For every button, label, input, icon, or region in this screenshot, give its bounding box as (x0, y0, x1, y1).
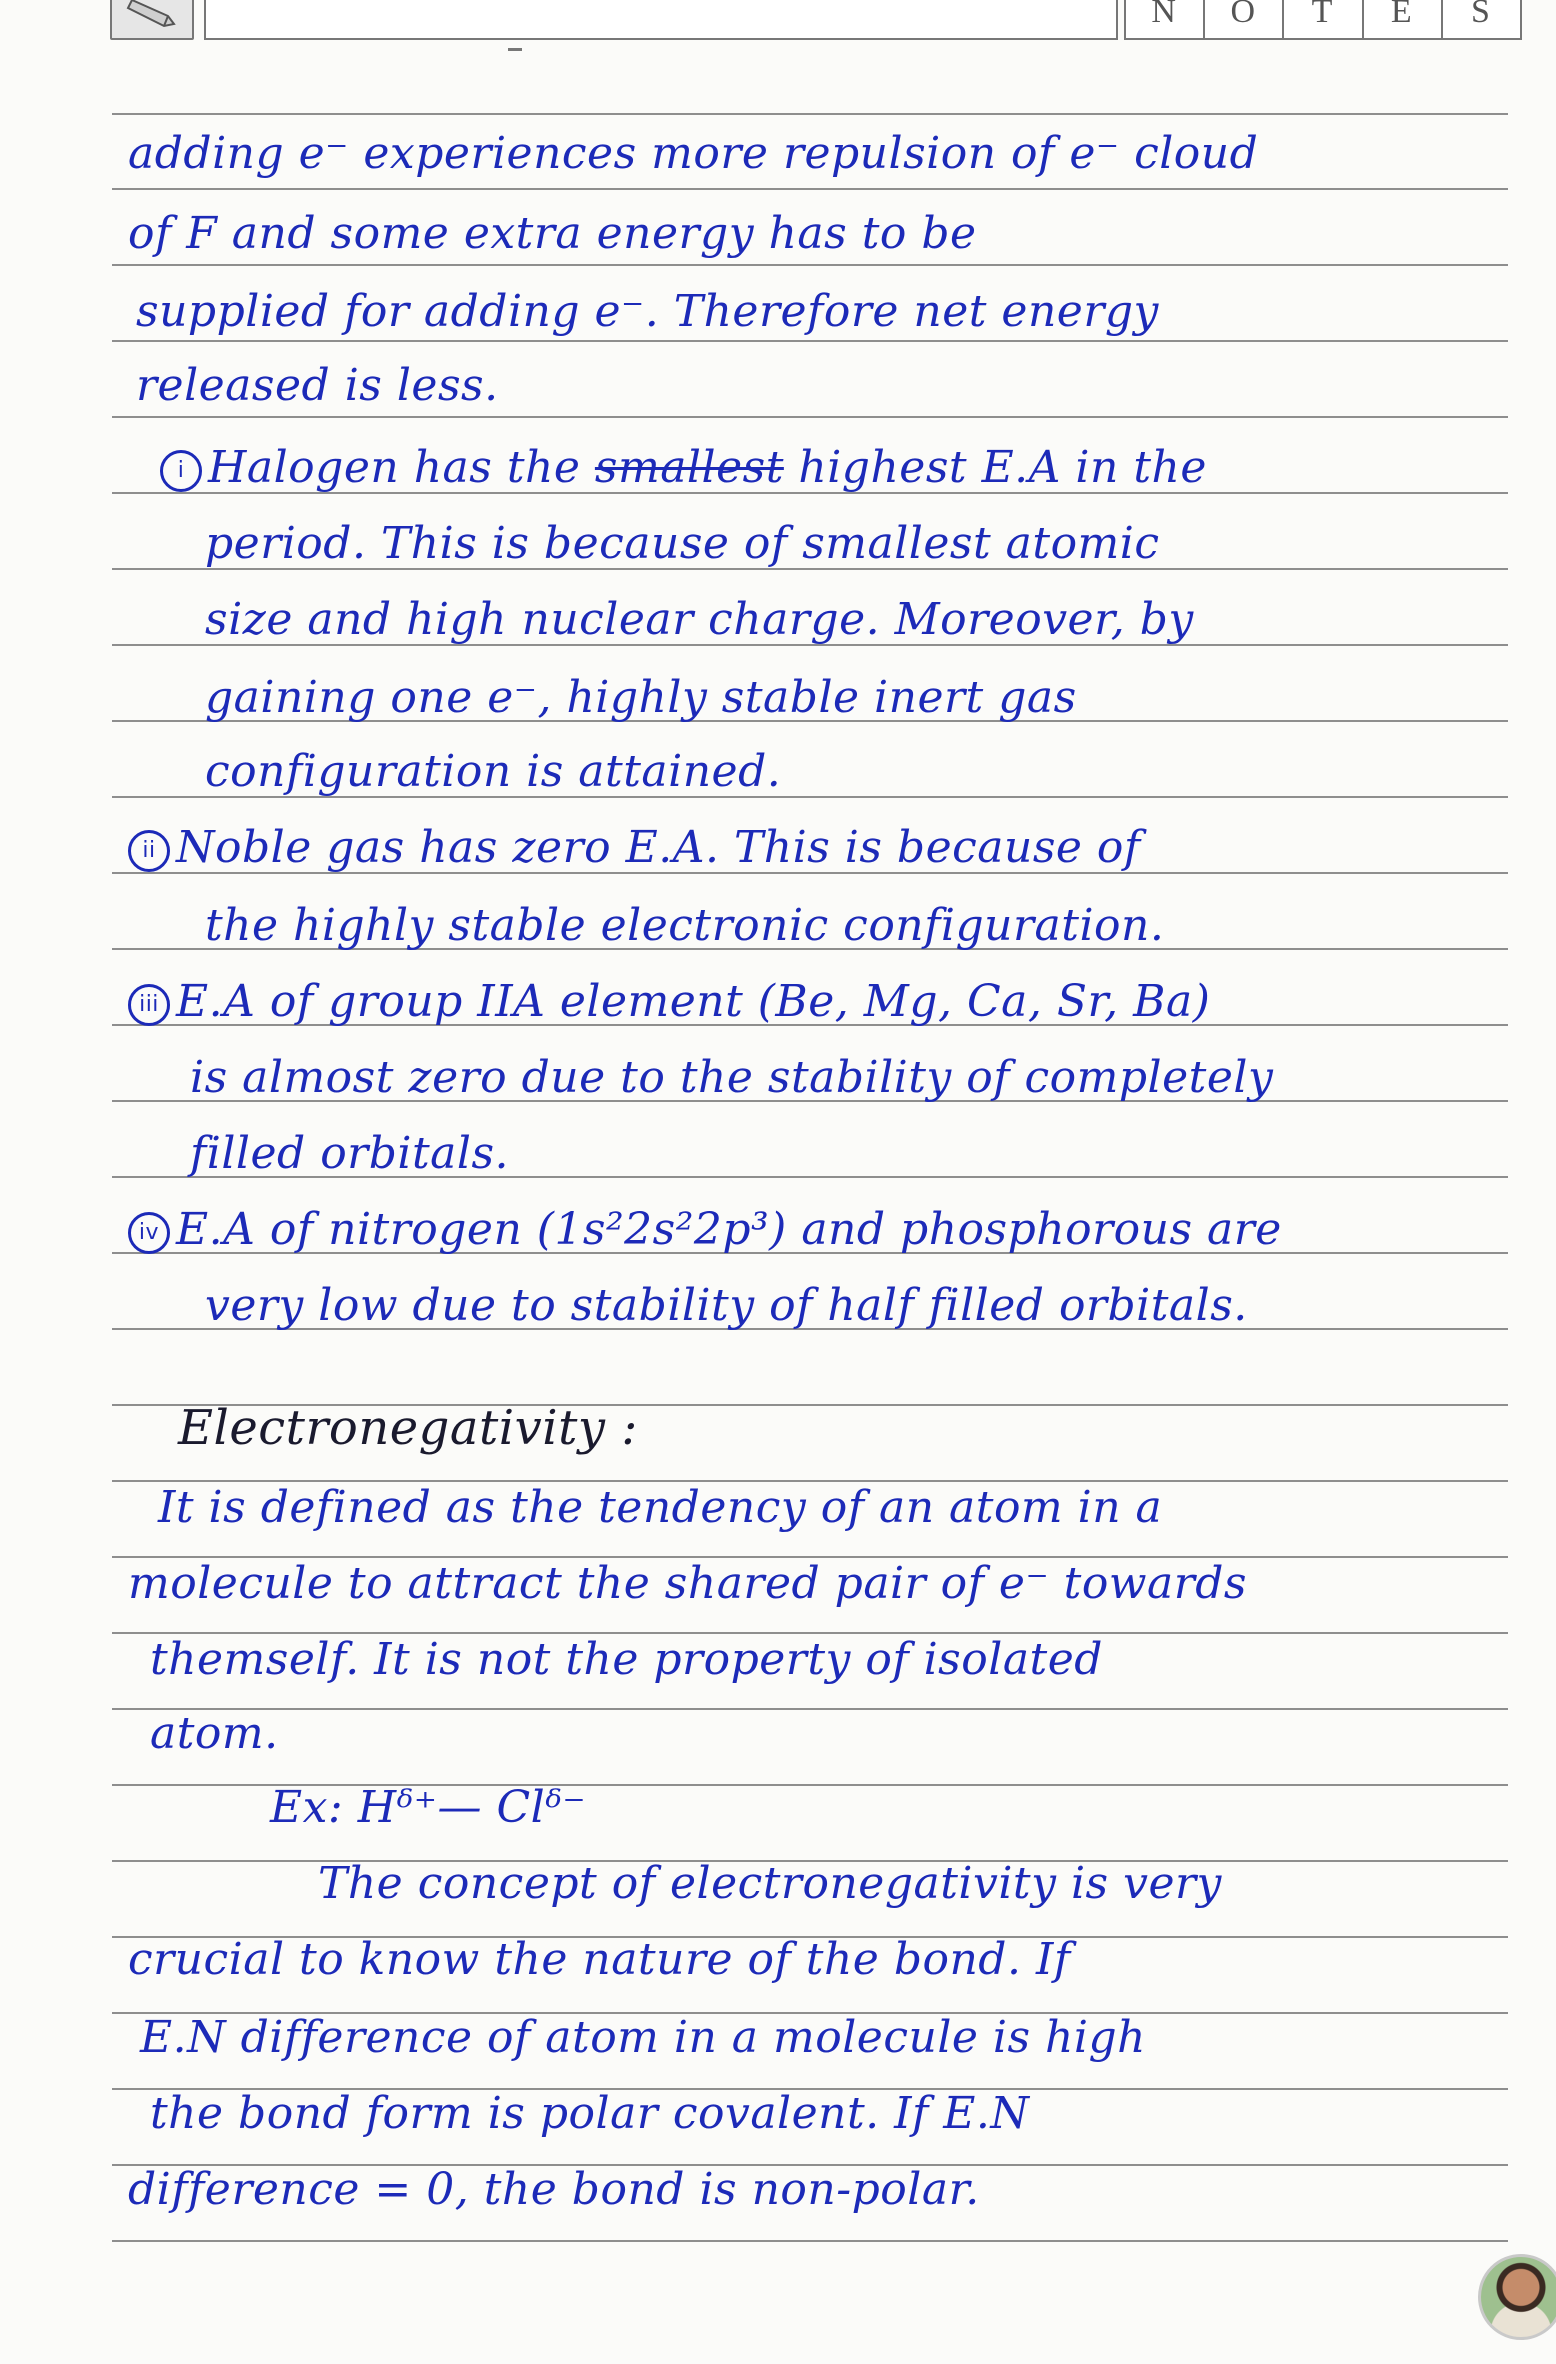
author-avatar (1478, 2254, 1556, 2340)
brand-letter: S (1441, 0, 1520, 38)
note-line (150, 1632, 1103, 1688)
line-text: of F and some extra energy has to be (128, 208, 977, 259)
note-line (270, 1780, 586, 1836)
line-text: molecule to attract the shared pair of e⁻ towards (128, 1558, 1247, 1609)
ruled-line (112, 340, 1508, 342)
note-line (128, 1932, 1071, 1988)
note-line (205, 592, 1194, 648)
point-number: i (160, 450, 202, 492)
notebook-header (0, 0, 1556, 60)
ruled-line (112, 1708, 1508, 1710)
line-text: E.A of nitrogen (1s²2s²2p³) and phosphorous are (176, 1204, 1282, 1255)
brand-letter: E (1362, 0, 1441, 38)
struck-word: smallest (594, 442, 784, 493)
notes-brand (1124, 0, 1522, 40)
note-line (205, 744, 781, 800)
line-text: Electronegativity : (178, 1400, 638, 1456)
note-line (190, 1126, 509, 1182)
line-text: Noble gas has zero E.A. This is because of (176, 822, 1141, 873)
note-line (136, 284, 1159, 340)
line-text: crucial to know the nature of the bond. If (128, 1934, 1071, 1985)
note-line (128, 1202, 1282, 1258)
line-text: supplied for adding e⁻. Therefore net energy (136, 286, 1159, 337)
note-line (140, 2010, 1146, 2066)
note-line (205, 670, 1077, 726)
note-line (128, 2162, 980, 2218)
note-line (128, 1556, 1247, 1612)
line-text: E.N difference of atom in a molecule is high (140, 2012, 1146, 2063)
brand-letter: T (1282, 0, 1361, 38)
line-text: themself. It is not the property of isolated (150, 1634, 1103, 1685)
line-text: released is less. (136, 360, 499, 411)
line-text: atom. (150, 1708, 279, 1759)
note-line (128, 820, 1141, 876)
line-text: size and high nuclear charge. Moreover, by (205, 594, 1194, 645)
note-line (150, 2086, 1029, 2142)
note-line (128, 126, 1258, 182)
title-box (204, 0, 1118, 40)
point-number: ii (128, 830, 170, 872)
line-text: highest E.A in the (783, 442, 1207, 493)
note-line (205, 898, 1164, 954)
pencil-box (110, 0, 194, 40)
line-text: very low due to stability of half filled orbitals. (205, 1280, 1248, 1331)
ruled-line (112, 2240, 1508, 2242)
line-text: the bond form is polar covalent. If E.N (150, 2088, 1030, 2139)
ruled-line (112, 416, 1508, 418)
section-heading (178, 1400, 638, 1456)
note-line (128, 206, 977, 262)
line-text: Halogen has the (208, 442, 595, 493)
note-line (205, 516, 1160, 572)
note-line (158, 1480, 1162, 1536)
line-text: configuration is attained. (205, 746, 782, 797)
ruled-line (112, 188, 1508, 190)
point-number: iii (128, 984, 170, 1026)
line-text: Ex: Hᵟ⁺— Clᵟ⁻ (270, 1782, 587, 1833)
note-line (318, 1856, 1222, 1912)
ruled-line (112, 113, 1508, 115)
point-number: iv (128, 1212, 170, 1254)
note-line (136, 358, 499, 414)
brand-letter: O (1203, 0, 1282, 38)
line-text: the highly stable electronic configuration. (205, 900, 1165, 951)
ruled-line (112, 264, 1508, 266)
header-dash (508, 48, 522, 51)
note-line (128, 974, 1210, 1030)
line-text: gaining one e⁻, highly stable inert gas (205, 672, 1077, 723)
line-text: The concept of electronegativity is very (318, 1858, 1222, 1909)
line-text: filled orbitals. (190, 1128, 510, 1179)
line-text: is almost zero due to the stability of completely (190, 1052, 1274, 1103)
line-text: E.A of group IIA element (Be, Mg, Ca, Sr, Ba) (176, 976, 1211, 1027)
pencil-icon (122, 0, 182, 34)
note-line (160, 440, 1207, 496)
line-text: It is defined as the tendency of an atom in a (158, 1482, 1163, 1533)
line-text: period. This is because of smallest atomic (205, 518, 1160, 569)
note-line (205, 1278, 1248, 1334)
note-line (190, 1050, 1273, 1106)
line-text: difference = 0, the bond is non-polar. (128, 2164, 980, 2215)
brand-letter: N (1151, 0, 1178, 30)
line-text: adding e⁻ experiences more repulsion of e⁻ cloud (128, 128, 1259, 179)
note-line (150, 1706, 279, 1762)
